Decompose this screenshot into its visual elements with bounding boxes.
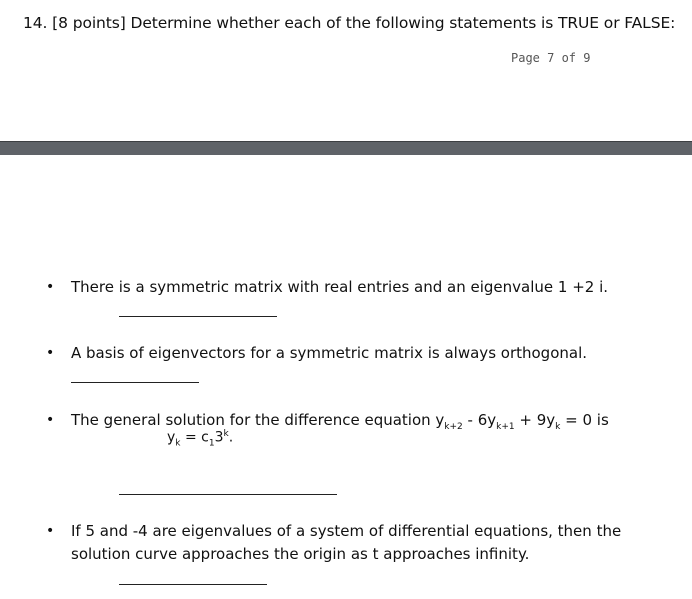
answer-blank-1[interactable] [119, 316, 277, 317]
subscript: k [555, 422, 561, 432]
bullet: • [46, 345, 55, 361]
text-part: The general solution for the difference equation y [71, 411, 445, 429]
statement-text-line-1: If 5 and -4 are eigenvalues of a system of differential equations, then the [71, 522, 622, 540]
subscript: k+2 [444, 422, 463, 432]
text-part: . [228, 429, 234, 446]
bullet: • [46, 523, 55, 539]
answer-blank-3[interactable] [119, 494, 337, 495]
text-part: = c [180, 429, 209, 446]
subscript: k+1 [496, 422, 515, 432]
statement-text: There is a symmetric matrix with real entries and an eigenvalue 1 +2 i. [71, 278, 609, 296]
solution-equation [167, 429, 233, 448]
statement-text: A basis of eigenvectors for a symmetric matrix is always orthogonal. [71, 344, 588, 362]
page-indicator: Page 7 of 9 [511, 51, 591, 65]
bullet: • [46, 279, 55, 295]
subscript: k [175, 438, 181, 449]
superscript: k [223, 429, 229, 439]
text-part: - 6y [462, 411, 497, 429]
text-part: = 0 is [560, 411, 609, 429]
subscript: 1 [208, 438, 215, 449]
question-heading: 14. [8 points] Determine whether each of the following statements is TRUE or FALSE: [23, 14, 676, 32]
statement-text-line-2: solution curve approaches the origin as t approaches infinity. [71, 545, 530, 563]
answer-blank-2[interactable] [71, 382, 199, 383]
text-part: y [167, 429, 176, 446]
page-divider [0, 141, 692, 155]
text-part: + 9y [514, 411, 556, 429]
statement-text [71, 409, 609, 439]
bullet: • [46, 412, 55, 428]
answer-blank-4[interactable] [119, 584, 267, 585]
text-part: 3 [214, 429, 224, 446]
